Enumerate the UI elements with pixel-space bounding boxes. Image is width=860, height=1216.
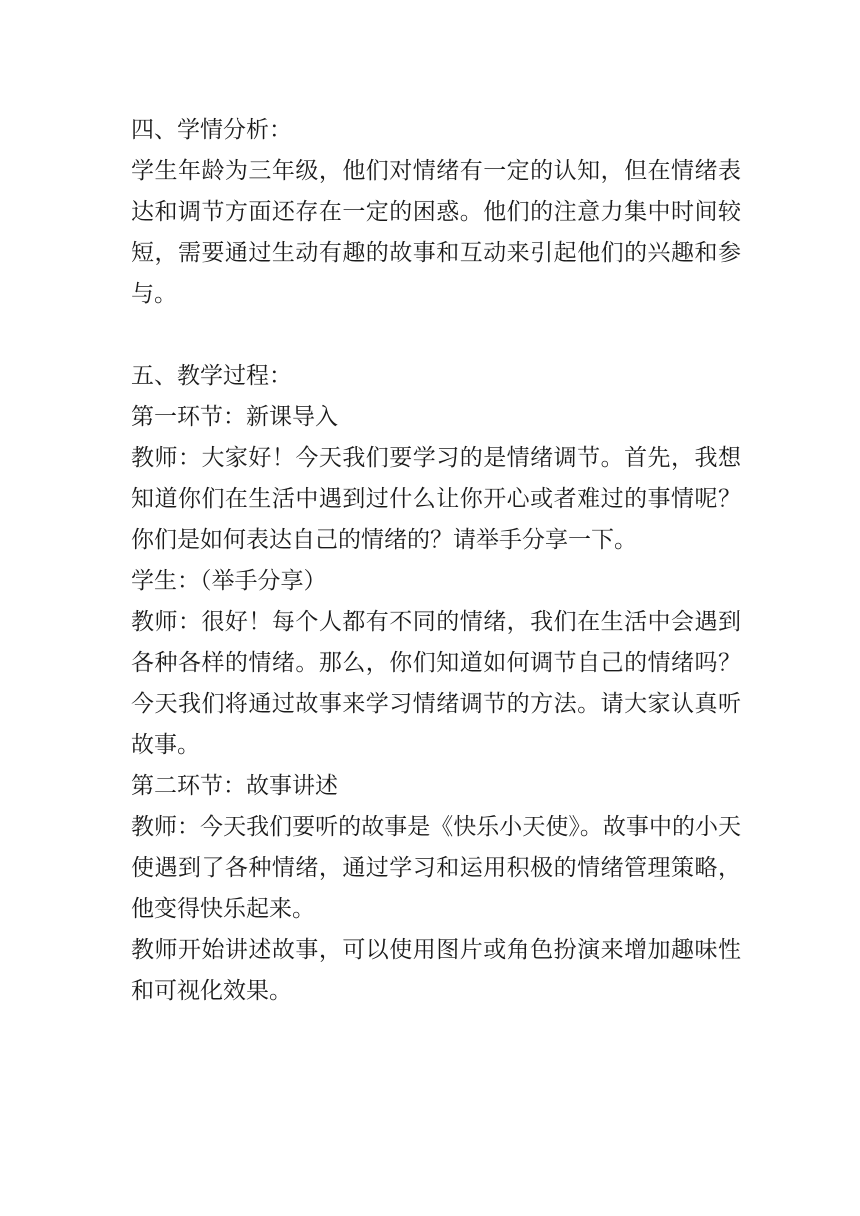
- document-body: [131, 110, 741, 1012]
- section-heading-teaching-process: 五、教学过程：: [131, 363, 292, 389]
- teacher-dialogue: 教师：今天我们要听的故事是《快乐小天使》。故事中的小天使遇到了各种情绪，通过学习和运用积极的情绪管理策略，他变得快乐起来。: [131, 814, 741, 922]
- student-dialogue: 学生：（举手分享）: [131, 568, 327, 594]
- teacher-dialogue: 教师：很好！每个人都有不同的情绪，我们在生活中会遇到各种各样的情绪。那么，你们知道如何调节自己的情绪吗？今天我们将通过故事来学习情绪调节的方法。请大家认真听故事。: [131, 609, 741, 758]
- teacher-dialogue: 教师：大家好！今天我们要学习的是情绪调节。首先，我想知道你们在生活中遇到过什么让你开心或者难过的事情呢？你们是如何表达自己的情绪的？请举手分享一下。: [131, 445, 741, 553]
- step-title-storytelling: 第二环节：故事讲述: [131, 773, 338, 799]
- section-spacer: [131, 315, 741, 356]
- step-title-introduction: 第一环节：新课导入: [131, 404, 338, 430]
- section-heading-learner-analysis: 四、学情分析：: [131, 117, 292, 143]
- teaching-note-paragraph: 教师开始讲述故事，可以使用图片或角色扮演来增加趣味性和可视化效果。: [131, 937, 741, 1004]
- learner-analysis-paragraph: 学生年龄为三年级，他们对情绪有一定的认知，但在情绪表达和调节方面还存在一定的困惑。他们的注意力集中时间较短，需要通过生动有趣的故事和互动来引起他们的兴趣和参与。: [131, 158, 741, 307]
